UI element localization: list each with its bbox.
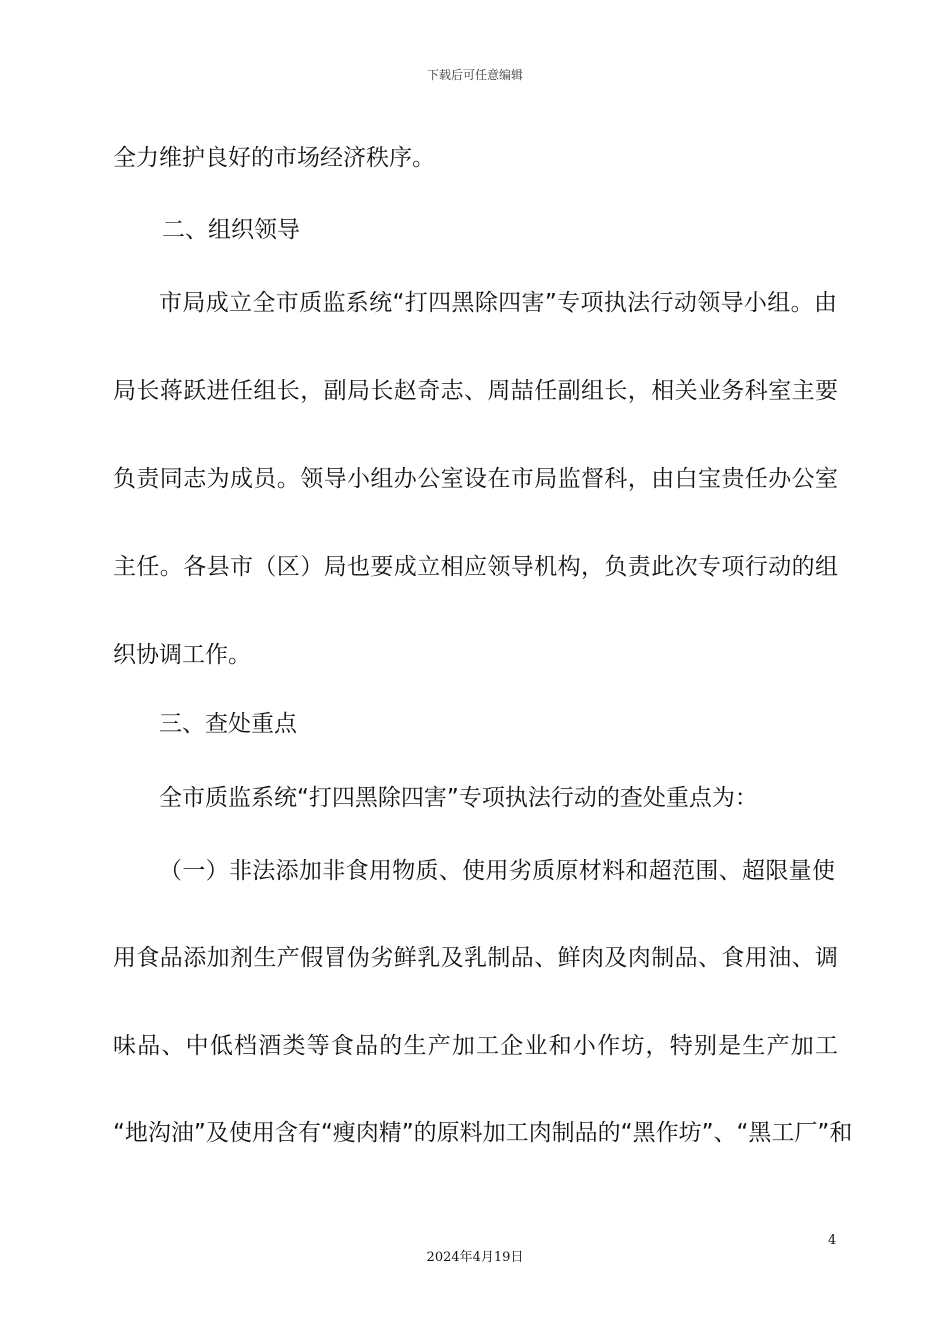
paragraph-line: 主任。各县市（区）局也要成立相应领导机构，负责此次专项行动的组 bbox=[113, 554, 838, 580]
section-heading: 二、组织领导 bbox=[162, 217, 300, 243]
paragraph-line: 市局成立全市质监系统“打四黑除四害”专项执法行动领导小组。由 bbox=[159, 290, 837, 316]
page-header: 下载后可任意编辑 bbox=[426, 68, 523, 82]
paragraph-line: 负责同志为成员。领导小组办公室设在市局监督科，由白宝贵任办公室 bbox=[113, 466, 838, 492]
paragraph-line: 织协调工作。 bbox=[113, 642, 251, 668]
paragraph-line: 全市质监系统“打四黑除四害”专项执法行动的查处重点为： bbox=[159, 785, 758, 811]
paragraph-line: 用食品添加剂生产假冒伪劣鲜乳及乳制品、鲜肉及肉制品、食用油、调 bbox=[113, 945, 838, 971]
paragraph-line: “地沟油”及使用含有“瘦肉精”的原料加工肉制品的“黑作坊”、“黑工厂”和 bbox=[113, 1120, 853, 1146]
paragraph-line: （一）非法添加非食用物质、使用劣质原材料和超范围、超限量使 bbox=[159, 858, 835, 884]
paragraph-line: 全力维护良好的市场经济秩序。 bbox=[113, 145, 435, 171]
paragraph-line: 局长蒋跃进任组长，副局长赵奇志、周喆任副组长，相关业务科室主要 bbox=[113, 378, 838, 404]
page-number: 4 bbox=[828, 1233, 837, 1248]
paragraph-line: 味品、中低档酒类等食品的生产加工企业和小作坊，特别是生产加工 bbox=[113, 1033, 838, 1059]
section-heading: 三、查处重点 bbox=[159, 711, 297, 737]
footer-date: 2024年4月19日 bbox=[426, 1250, 524, 1265]
